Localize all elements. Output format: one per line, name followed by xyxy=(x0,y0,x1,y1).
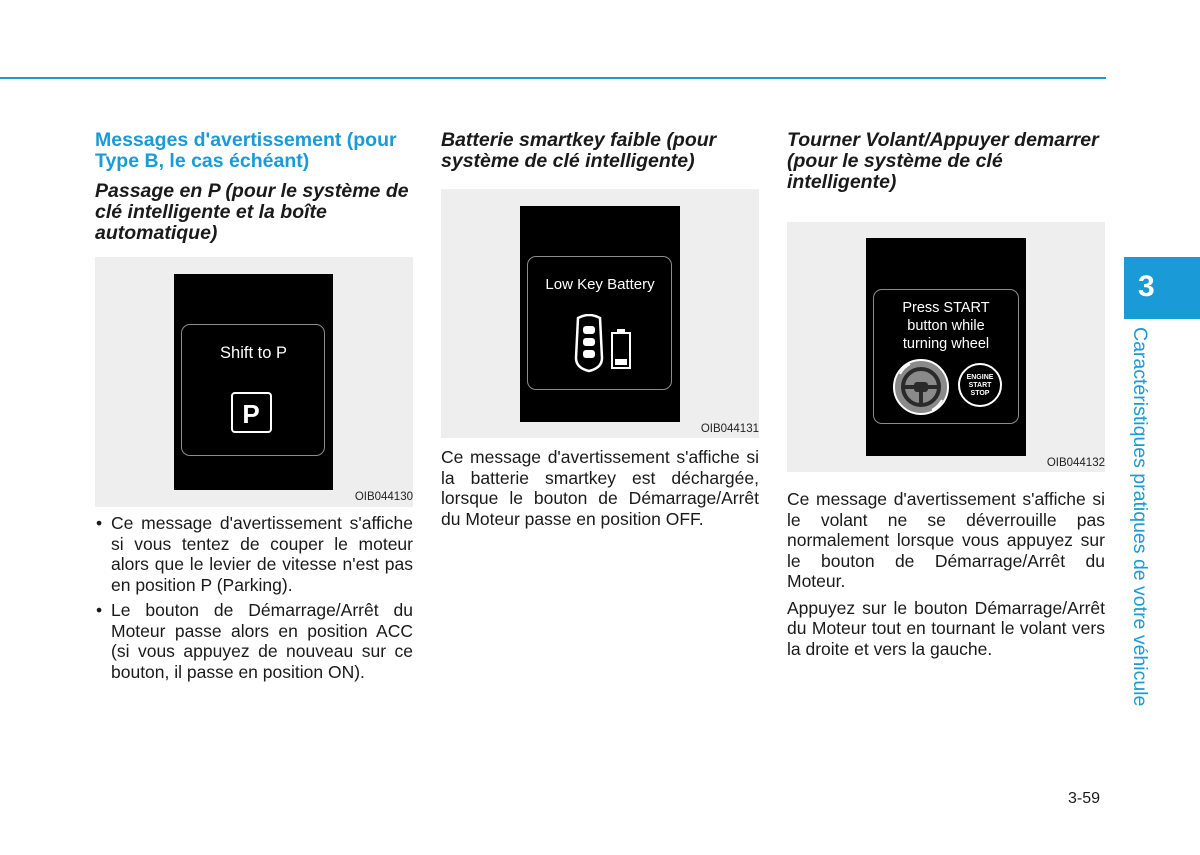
paragraph: Appuyez sur le bouton Démarrage/Arrêt du Moteur tout en tournant le volant vers la droite et vers la gauche. xyxy=(787,597,1105,659)
figure-shift-to-p xyxy=(95,257,413,507)
subsection-title-turn-wheel: Tourner Volant/Appuyer demarrer (pour le système de clé intelligente) xyxy=(787,129,1099,193)
display-message: Press START button while turning wheel xyxy=(902,300,990,352)
col3-body xyxy=(787,489,1105,665)
chapter-tab xyxy=(1124,257,1200,319)
column-1 xyxy=(95,130,413,244)
engine-start-stop-button-icon: ENGINE START STOP xyxy=(958,363,1002,407)
cluster-display xyxy=(866,238,1026,456)
header-rule xyxy=(0,77,1106,79)
col2-body xyxy=(441,447,759,535)
figure-low-key-battery xyxy=(441,189,759,438)
figure-code: OIB044132 xyxy=(1046,457,1105,469)
figure-turn-wheel xyxy=(787,222,1105,472)
column-2 xyxy=(441,130,759,172)
paragraph: Ce message d'avertissement s'affiche si le volant ne se déverrouille pas normalement lorsque vous appuyez sur le bouton de Démarrage/Arrêt du Moteur. xyxy=(787,489,1105,591)
paragraph: Ce message d'avertissement s'affiche si la batterie smartkey est déchargée, lorsque le bouton de Démarrage/Arrêt du Moteur passe en position OFF. xyxy=(441,447,759,529)
subsection-title-low-key-battery: Batterie smartkey faible (pour système de clé intelligente) xyxy=(441,129,717,172)
smart-key-icon xyxy=(572,314,606,374)
display-message: Low Key Battery xyxy=(545,276,655,293)
section-title: Messages d'avertissement (pour Type B, le cas échéant) xyxy=(95,129,397,172)
page-number: 3-59 xyxy=(1068,790,1101,807)
cluster-display xyxy=(174,274,333,490)
steering-wheel-icon xyxy=(890,356,952,418)
figure-code: OIB044131 xyxy=(700,423,759,435)
cluster-display xyxy=(520,206,680,422)
figure-code: OIB044130 xyxy=(354,491,413,503)
display-message: Shift to P xyxy=(220,344,287,362)
list-item: • Le bouton de Démarrage/Arrêt du Moteur passe alors en position ACC (si vous appuyez de nouveau sur ce bouton, il passe en position ON). xyxy=(95,600,413,682)
chapter-number: 3 xyxy=(1138,270,1155,303)
list-item: • Ce message d'avertissement s'affiche si vous tentez de couper le moteur alors que le levier de vitesse n'est pas en position P (Parking). xyxy=(95,513,413,595)
subsection-title-shift-to-p: Passage en P (pour le système de clé intelligente et la boîte automatique) xyxy=(95,180,409,244)
gear-p-indicator: P xyxy=(231,392,272,433)
column-3 xyxy=(787,130,1105,193)
col1-body xyxy=(95,513,413,687)
battery-icon xyxy=(610,328,632,370)
